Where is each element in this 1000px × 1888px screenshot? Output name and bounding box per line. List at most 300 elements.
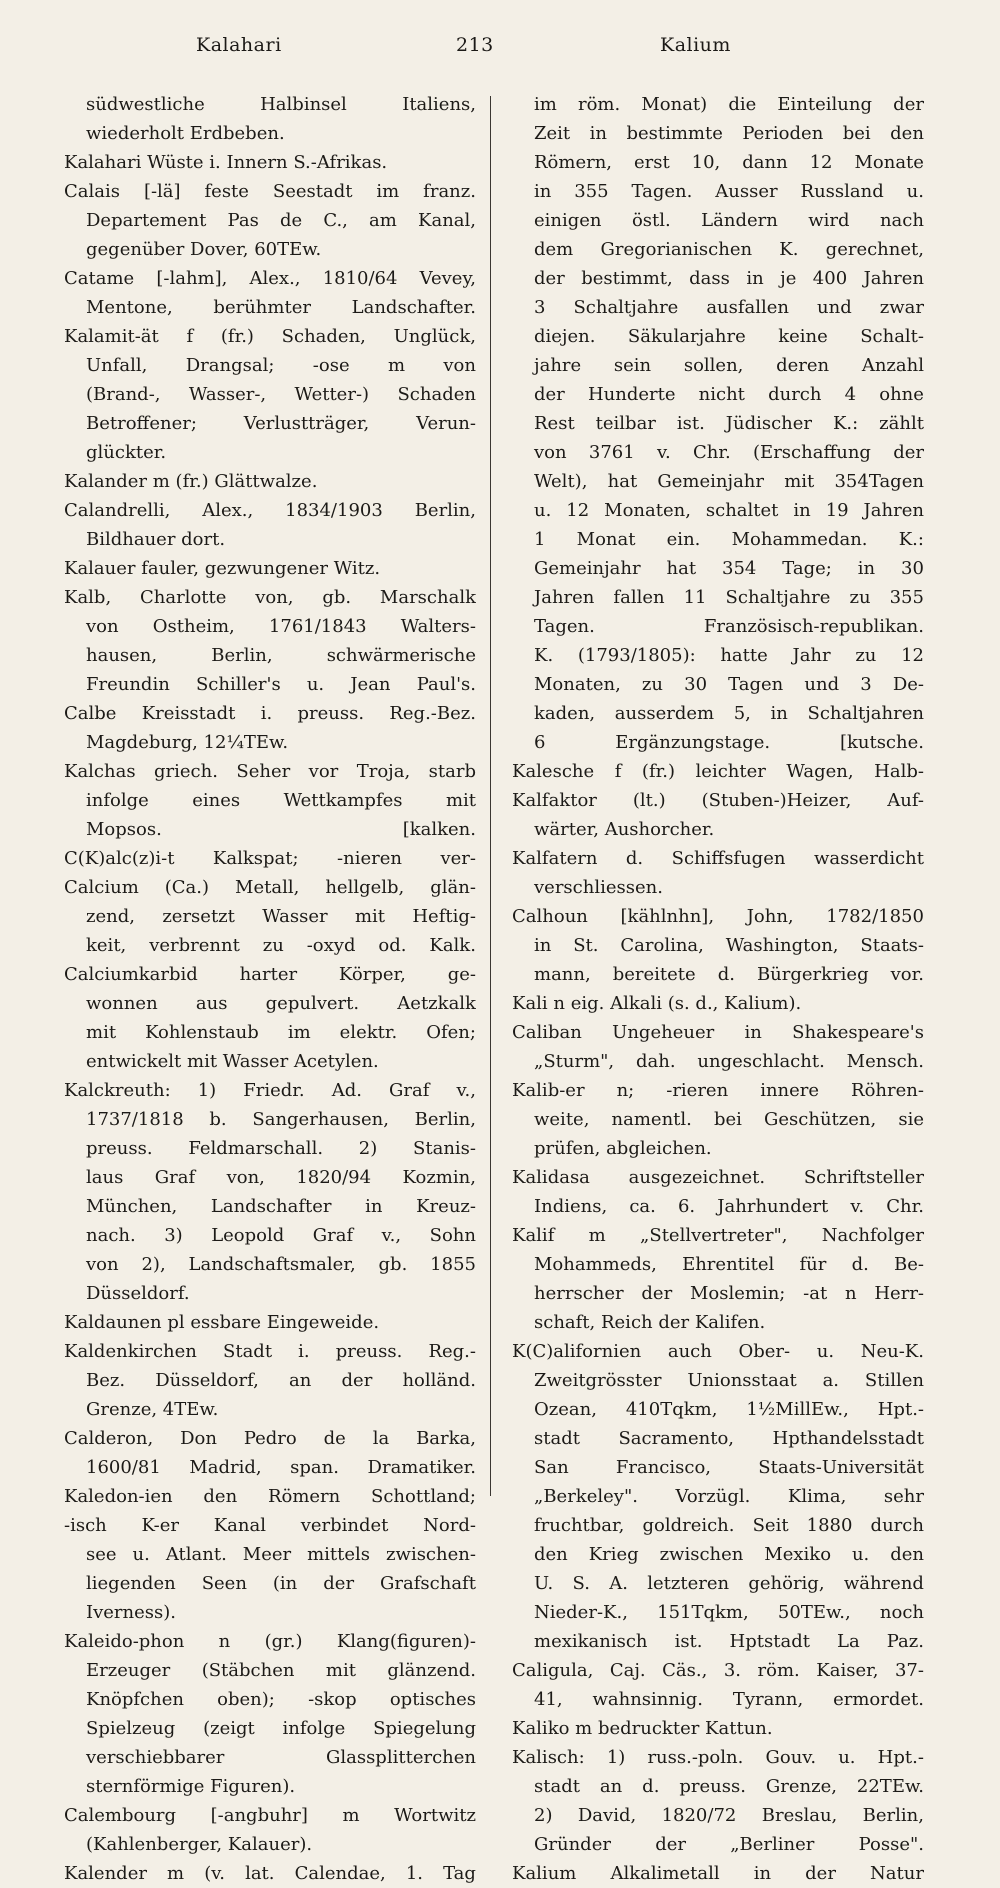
word: Jüdischer: [725, 413, 813, 434]
word: in: [857, 558, 876, 579]
word: 12: [809, 152, 833, 173]
word: goldreich.: [642, 1515, 735, 1536]
word: östl.: [631, 210, 671, 231]
word: der: [655, 1834, 686, 1855]
text-line: [64, 931, 476, 960]
text-line: [512, 1859, 924, 1888]
word: John,: [746, 906, 794, 927]
word: der: [805, 1863, 836, 1884]
text-line: [64, 264, 476, 293]
text-line: [512, 1047, 924, 1076]
text-line: [512, 1772, 924, 1801]
text-line: [64, 90, 476, 119]
word: gerechnet,: [825, 239, 924, 260]
text-line: [64, 757, 476, 786]
word: Calandrelli,: [64, 500, 171, 521]
line-text: Düsseldorf.: [86, 1283, 190, 1304]
text-line: [512, 1569, 924, 1598]
word: f: [614, 761, 622, 782]
word: erst: [633, 152, 670, 173]
word: de: [323, 1428, 346, 1449]
word: Gründer: [534, 1834, 611, 1855]
word: von,: [226, 1167, 265, 1188]
word: ausfallen: [706, 297, 790, 318]
text-line: [512, 1134, 924, 1163]
word: 30: [684, 674, 708, 695]
word: Kalib-er: [512, 1080, 585, 1101]
word: Sacramento,: [618, 1428, 735, 1449]
word: n: [218, 1631, 231, 1652]
word: (Brand-,: [86, 384, 161, 405]
word: Feldmarschall.: [188, 1138, 324, 1159]
word: (Ca.): [164, 877, 210, 898]
word: Auf-: [887, 790, 924, 811]
word: Ad.: [331, 1080, 362, 1101]
word: (in: [272, 1573, 298, 1594]
word: im: [534, 94, 557, 115]
text-line: [512, 699, 924, 728]
word: Schaltjahren: [807, 703, 924, 724]
word: Leopold: [211, 1225, 285, 1246]
word: zählt: [879, 413, 924, 434]
word: 400: [812, 268, 848, 289]
line-text: Kalahari Wüste i. Innern S.-Afrikas.: [64, 152, 388, 173]
word: stadt: [534, 1776, 580, 1797]
word: d.: [717, 964, 735, 985]
word: für: [799, 1254, 827, 1275]
word: Verun-: [416, 413, 476, 434]
word: Kohlenstaub: [145, 1022, 259, 1043]
word: sein: [613, 355, 652, 376]
word: see: [86, 1544, 117, 1565]
text-line: [64, 496, 476, 525]
word: 1834/1903: [285, 500, 383, 521]
word: in: [534, 181, 552, 202]
word: letzteren: [647, 1573, 730, 1594]
word: Gemeinjahr: [534, 558, 641, 579]
text-line: [512, 293, 924, 322]
word: wahnsinnig.: [592, 1689, 703, 1710]
word: K(C)alifornien: [512, 1341, 642, 1362]
word: herrscher: [534, 1283, 624, 1304]
text-line: [512, 902, 924, 931]
word: Kalckreuth:: [64, 1080, 171, 1101]
word: Klima,: [787, 1486, 847, 1507]
word: Calembourg: [64, 1805, 177, 1826]
right-column: [512, 90, 924, 1888]
word: 355: [574, 181, 609, 202]
word: kaden,: [534, 703, 596, 724]
text-line: [512, 757, 924, 786]
word: i.: [260, 703, 273, 724]
word: 4: [844, 384, 857, 405]
word: Berlin,: [862, 1805, 924, 1826]
word: 10,: [691, 152, 721, 173]
word: innere: [760, 1080, 820, 1101]
word: 30: [901, 558, 924, 579]
word: v.,: [381, 1225, 402, 1246]
word: Wasser: [262, 906, 328, 927]
text-line: [64, 1047, 476, 1076]
word: 5,: [733, 703, 751, 724]
word: leichter: [695, 761, 766, 782]
word: 12: [901, 645, 924, 666]
word: von: [86, 1254, 119, 1275]
word: Madrid,: [189, 1457, 262, 1478]
word: Sangerhausen,: [252, 1109, 389, 1130]
word: Kaldenkirchen: [64, 1341, 197, 1362]
word: La: [837, 1631, 860, 1652]
text-line: [64, 206, 476, 235]
word: d.: [851, 1254, 869, 1275]
line-text: schaft, Reich der Kalifen.: [534, 1312, 766, 1333]
word: Alex.,: [249, 268, 301, 289]
word: 3761: [588, 442, 635, 463]
word: David,: [577, 1805, 637, 1826]
word: Welt),: [534, 471, 588, 492]
word: u.: [851, 1544, 870, 1565]
word: Monate: [854, 152, 924, 173]
word: gb.: [322, 587, 352, 608]
word: Glassplitterchen: [325, 1747, 476, 1768]
text-line: [64, 1714, 476, 1743]
word: Paz.: [886, 1631, 924, 1652]
text-line: [64, 1134, 476, 1163]
word: in: [589, 123, 607, 144]
word: der: [341, 1370, 373, 1391]
word: fruchtbar,: [534, 1515, 625, 1536]
text-line: [512, 1018, 924, 1047]
word: zwischen-: [386, 1544, 476, 1565]
text-line: [64, 1830, 476, 1859]
word: mit: [354, 906, 386, 927]
word: im: [376, 181, 400, 202]
word: Ländern: [701, 210, 778, 231]
line-text: entwickelt mit Wasser Acetylen.: [86, 1051, 379, 1072]
word: Säkularjahre: [627, 326, 746, 347]
word: Wagen,: [786, 761, 854, 782]
word: Graf: [154, 1167, 196, 1188]
word: röm.: [757, 1660, 800, 1681]
word: Ostheim,: [152, 616, 235, 637]
text-line: [512, 844, 924, 873]
word: Verlustträger,: [243, 413, 370, 434]
word: in: [753, 1863, 772, 1884]
text-line: [512, 1105, 924, 1134]
word: Gemeinjahr: [657, 471, 765, 492]
text-line: [512, 786, 924, 815]
word: südwestliche: [86, 94, 205, 115]
word: Landschafter: [210, 1196, 332, 1217]
word: Körper,: [338, 964, 406, 985]
word: 3: [860, 674, 872, 695]
word: keine: [778, 326, 828, 347]
line-text: Kaldaunen pl essbare Eingeweide.: [64, 1312, 380, 1333]
word: Stadt: [223, 1341, 273, 1362]
text-line: [512, 148, 924, 177]
text-line: [64, 1540, 476, 1569]
line-text: Grenze, 4TEw.: [86, 1399, 219, 1420]
word: zu: [855, 645, 877, 666]
word: Hunderte: [587, 384, 676, 405]
text-line: [512, 1743, 924, 1772]
word: Kaleido-phon: [64, 1631, 185, 1652]
word: 1): [606, 1747, 626, 1768]
word: Kozmin,: [402, 1167, 476, 1188]
word: Jahren: [863, 268, 924, 289]
text-line: [64, 1482, 476, 1511]
word: die: [728, 94, 757, 115]
word: gehörig,: [748, 1573, 825, 1594]
word: 37-: [894, 1660, 924, 1681]
word: Pas: [227, 210, 259, 231]
word: in: [534, 935, 552, 956]
word: Berlin,: [414, 1109, 476, 1130]
word: 2),: [141, 1254, 166, 1275]
word: Betroffener;: [86, 413, 197, 434]
word: Troja,: [356, 761, 411, 782]
text-line: [64, 554, 476, 583]
word: wonnen: [86, 993, 158, 1014]
text-line: [512, 989, 924, 1018]
word: russ.-poln.: [647, 1747, 744, 1768]
word: deren: [776, 355, 830, 376]
word: Caligula,: [512, 1660, 594, 1681]
word: Staats-: [860, 935, 924, 956]
word: Schaden,: [281, 326, 366, 347]
word: u.: [838, 1747, 856, 1768]
word: nach.: [86, 1225, 136, 1246]
word: und: [817, 297, 852, 318]
word: einigen: [534, 210, 602, 231]
word: röm.: [577, 94, 621, 115]
line-text: (Kahlenberger, Kalauer).: [86, 1834, 313, 1855]
word: liegenden: [86, 1573, 176, 1594]
word: Bez.: [86, 1370, 126, 1391]
word: 1): [197, 1080, 217, 1101]
word: Landschaftsmaler,: [188, 1254, 356, 1275]
word: verbindet: [300, 1515, 389, 1536]
word: u.: [132, 1544, 150, 1565]
word: Kalchas: [64, 761, 136, 782]
word: K-er: [141, 1515, 179, 1536]
word: Caj.: [609, 1660, 646, 1681]
word: gb.: [378, 1254, 408, 1275]
word: preuss.: [297, 703, 365, 724]
word: stadt: [534, 1428, 580, 1449]
word: Schiffsfugen: [671, 848, 786, 869]
word: starb: [428, 761, 476, 782]
word: im: [287, 1022, 311, 1043]
word: m: [588, 1225, 606, 1246]
line-text: sternförmige Figuren).: [86, 1776, 296, 1797]
word: Pedro: [243, 1428, 297, 1449]
word: Klang(figuren)-: [336, 1631, 476, 1652]
text-line: [64, 1192, 476, 1221]
word: Barka,: [416, 1428, 476, 1449]
line-text: prüfen, abgleichen.: [534, 1138, 712, 1159]
word: Rest: [534, 413, 575, 434]
word: ist.: [676, 413, 705, 434]
word: ca.: [629, 1196, 656, 1217]
text-line: [512, 1598, 924, 1627]
text-line: [512, 1308, 924, 1337]
word: der: [893, 94, 924, 115]
word: Unionsstaat: [687, 1370, 797, 1391]
text-line: [512, 1482, 924, 1511]
word: ge-: [447, 964, 476, 985]
word: mit: [784, 471, 815, 492]
word: hellgelb,: [325, 877, 405, 898]
word: hat: [607, 471, 638, 492]
word: Calciumkarbid: [64, 964, 198, 985]
word: 3): [164, 1225, 183, 1246]
word: 1782/1850: [826, 906, 924, 927]
word: Stillen: [864, 1370, 924, 1391]
column-divider: [490, 96, 491, 1496]
word: „Berliner: [730, 1834, 815, 1855]
word: feste: [204, 181, 249, 202]
word: Vorzügl.: [675, 1486, 751, 1507]
text-line: [512, 1656, 924, 1685]
word: zu: [641, 674, 663, 695]
word: Schottland;: [371, 1486, 476, 1507]
page-number: 213: [456, 34, 494, 56]
word: eines: [192, 790, 241, 811]
text-line: [64, 1337, 476, 1366]
word: Schriftsteller: [803, 1167, 924, 1188]
word: Ergänzungstage.: [615, 732, 771, 753]
word: Französisch-republikan.: [703, 616, 924, 637]
text-line: [512, 1424, 924, 1453]
text-line: [64, 1308, 476, 1337]
word: Knöpfchen: [86, 1689, 184, 1710]
word: Heftig-: [412, 906, 476, 927]
word: (zeigt: [203, 1718, 255, 1739]
word: Washington,: [725, 935, 839, 956]
word: Gouv.: [765, 1747, 817, 1768]
word: Zeit: [534, 123, 571, 144]
text-line: [64, 119, 476, 148]
word: (lt.): [632, 790, 666, 811]
text-line: [512, 525, 924, 554]
word: Tagen.: [534, 616, 595, 637]
word: Calbe: [64, 703, 117, 724]
word: infolge: [282, 1718, 346, 1739]
line-text: wärter, Aushorcher.: [534, 819, 715, 840]
text-line: [512, 583, 924, 612]
word: bei: [842, 123, 871, 144]
word: Metall,: [235, 877, 300, 898]
word: Marschalk: [379, 587, 476, 608]
word: Ober-: [738, 1341, 791, 1362]
word: wasserdicht: [813, 848, 924, 869]
word: Caliban: [512, 1022, 582, 1043]
text-line: [64, 1076, 476, 1105]
word: 41,: [534, 1689, 563, 1710]
text-line: [512, 1540, 924, 1569]
text-line: [64, 177, 476, 206]
word: Berlin,: [414, 500, 476, 521]
word: (Stäbchen: [201, 1660, 295, 1681]
word: Seher: [236, 761, 291, 782]
word: m: [387, 355, 406, 376]
text-line: [512, 612, 924, 641]
word: auch: [667, 1341, 712, 1362]
word: dem: [534, 239, 574, 260]
word: 151Tqkm,: [657, 1602, 749, 1623]
word: vor: [308, 761, 339, 782]
word: mit: [445, 790, 476, 811]
word: Kalfatern: [512, 848, 598, 869]
word: Tage;: [782, 558, 832, 579]
text-line: [512, 554, 924, 583]
text-line: [64, 438, 476, 467]
text-line: [512, 1714, 924, 1743]
word: durch: [870, 1515, 924, 1536]
word: diejen.: [534, 326, 596, 347]
word: a.: [822, 1370, 840, 1391]
word: sollen,: [683, 355, 744, 376]
word: Reg.-: [428, 1341, 476, 1362]
word: mit: [86, 1022, 117, 1043]
word: Jean: [350, 674, 391, 695]
word: nach: [879, 210, 924, 231]
text-line: [512, 264, 924, 293]
text-line: [64, 902, 476, 931]
word: ungeschlacht.: [697, 1051, 825, 1072]
header-left-keyword: Kalahari: [196, 34, 282, 56]
word: A.: [609, 1573, 628, 1594]
word: Kalidasa: [512, 1167, 590, 1188]
text-line: [64, 960, 476, 989]
word: in: [744, 1022, 762, 1043]
word: Hpt.-: [877, 1399, 924, 1420]
text-line: [64, 844, 476, 873]
word: 1737/1818: [86, 1109, 184, 1130]
word: K.: [534, 645, 554, 666]
word: f: [186, 326, 194, 347]
word: zwar: [879, 297, 924, 318]
word: Nieder-K.,: [534, 1602, 628, 1623]
word: Alkalimetall: [610, 1863, 720, 1884]
text-line: [64, 670, 476, 699]
text-line: [64, 380, 476, 409]
word: u.: [816, 1341, 835, 1362]
word: Breslau,: [761, 1805, 838, 1826]
word: -ose: [312, 355, 350, 376]
text-line: [512, 728, 924, 757]
word: 6.: [677, 1196, 696, 1217]
word: den: [534, 1544, 568, 1565]
text-line: [512, 1337, 924, 1366]
word: der: [534, 268, 565, 289]
text-line: [64, 612, 476, 641]
word: bei: [713, 1109, 742, 1130]
text-line: [64, 1569, 476, 1598]
word: Hpt.-: [877, 1747, 924, 1768]
word: -nieren: [337, 848, 402, 869]
word: Perioden: [742, 123, 824, 144]
text-line: [64, 1395, 476, 1424]
text-line: [64, 1279, 476, 1308]
word: Berlin,: [211, 645, 273, 666]
word: v.: [850, 1196, 865, 1217]
text-line: [512, 1627, 924, 1656]
text-line: [512, 1279, 924, 1308]
word: ermordet.: [833, 1689, 924, 1710]
word: (v.: [204, 1863, 225, 1884]
